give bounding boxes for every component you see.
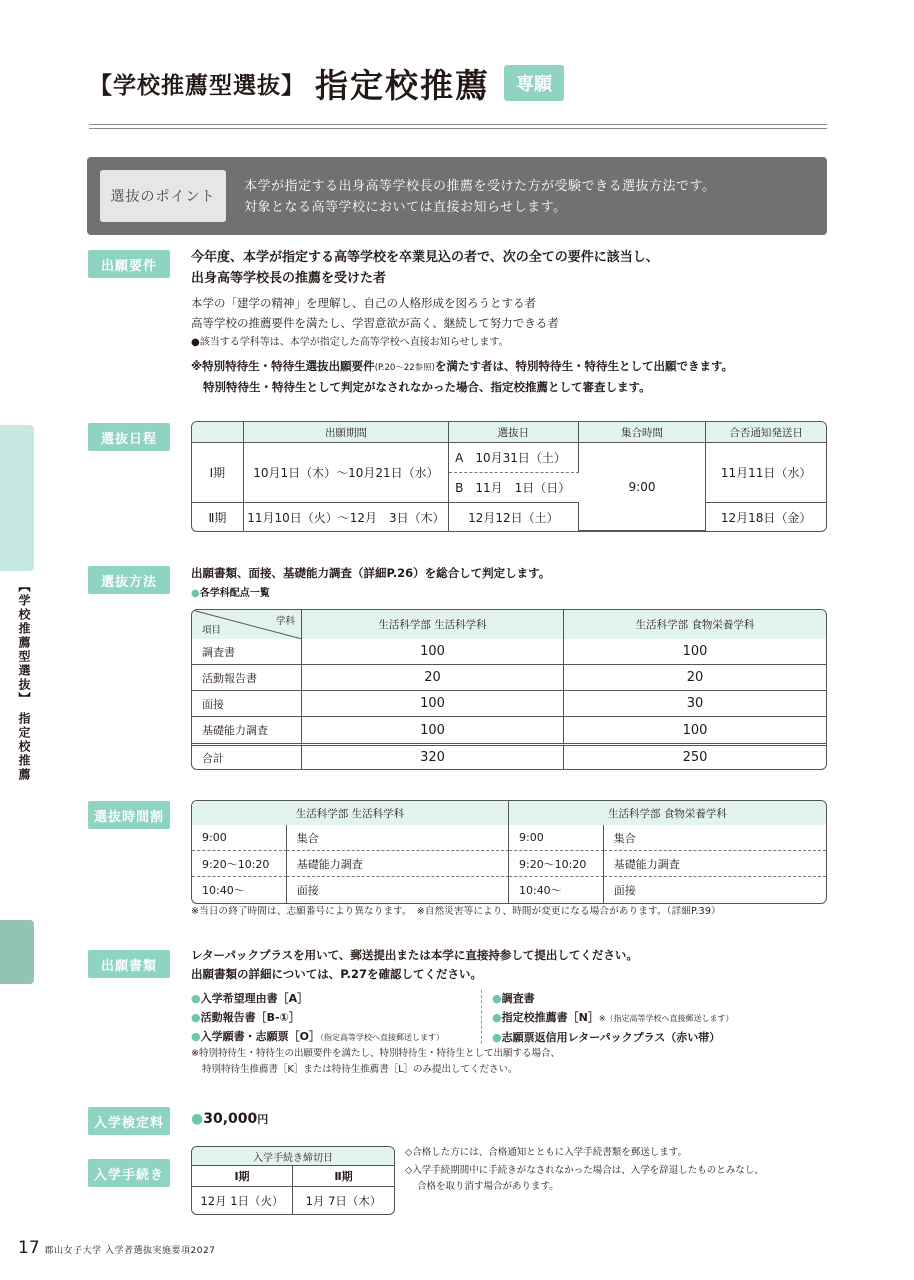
event-cell: 基礎能力調査: [287, 851, 509, 877]
score-value: 100: [302, 717, 564, 743]
table-header: 選抜日: [449, 422, 579, 443]
table-row: [192, 691, 826, 717]
documents-intro: [191, 946, 638, 984]
section-label-timetable: 選抜時間割: [88, 801, 170, 829]
exam-date-cell: 12月12日（土）: [449, 503, 579, 531]
event-cell: 集合: [287, 825, 509, 851]
section-label-documents: 出願書類: [88, 950, 170, 978]
time-cell: 9:00: [192, 825, 287, 851]
title-main: 指定校推薦: [315, 65, 490, 105]
table-header: 集合時間: [579, 422, 707, 443]
special-note-ref: (P.20～22参照): [374, 363, 435, 373]
document-item: [191, 1027, 481, 1047]
score-item: 基礎能力調査: [192, 717, 302, 743]
method-description: 出願書類、面接、基礎能力調査（詳細P.26）を総合して判定します。: [191, 566, 551, 580]
documents-note: [191, 1046, 560, 1078]
score-value: 100: [302, 691, 564, 717]
corner-label-item: 項目: [202, 625, 222, 636]
score-value: 30: [564, 691, 826, 717]
table-header: 生活科学部 生活科学科: [192, 801, 509, 825]
table-row: [192, 825, 826, 851]
score-table-corner: [192, 610, 302, 639]
footer-text: 郡山女子大学 入学者選抜実施要項2027: [44, 1246, 216, 1256]
requirements-note-text: 該当する学科等は、本学が指定した高等学校へ直接お知らせします。: [199, 337, 509, 348]
application-period-cell: 11月10日（火）～12月 3日（木）: [244, 503, 449, 531]
time-cell: 9:00: [509, 825, 604, 851]
time-cell: 10:40～: [192, 877, 287, 903]
section-label-method: 選抜方法: [88, 566, 170, 594]
bullet-icon: ●: [492, 992, 502, 1005]
documents-divider: [481, 990, 482, 1044]
table-row: [192, 851, 826, 877]
score-value: 20: [302, 665, 564, 691]
side-tab: [0, 920, 34, 984]
section-label-schedule: 選抜日程: [88, 423, 170, 451]
bullet-icon: ●: [492, 1011, 502, 1024]
bullet-icon: ●: [191, 1111, 204, 1127]
notice-date-cell: 11月11日（水）: [706, 443, 826, 503]
page-title: [89, 62, 564, 104]
point-line: 対象となる高等学校においては直接お知らせします。: [244, 200, 567, 215]
document-note: ※（指定高等学校へ直接郵送します）: [598, 1014, 734, 1023]
document-item: [492, 1008, 827, 1028]
bullet-icon: ●: [191, 1030, 201, 1043]
section-label-procedure: 入学手続き: [88, 1159, 170, 1187]
document-name: 入学願書・志願票［O］: [200, 1030, 320, 1043]
table-row: [192, 877, 826, 903]
bullet-icon: ●: [191, 1011, 201, 1024]
requirements-heading: 今年度、本学が指定する高等学校を卒業見込の者で、次の全ての要件に該当し、: [191, 250, 659, 265]
time-cell: 10:40～: [509, 877, 604, 903]
table-header: 入学手続き締切日: [192, 1147, 394, 1166]
bullet-icon: ●: [191, 337, 200, 348]
total-label: 合計: [192, 743, 302, 769]
period-cell: Ⅰ期: [192, 443, 244, 503]
score-value: 100: [564, 639, 826, 665]
table-row: [192, 639, 826, 665]
document-item: [492, 989, 827, 1008]
document-note: （指定高等学校へ直接郵送します）: [319, 1033, 444, 1042]
fee-unit: 円: [257, 1113, 269, 1126]
gather-time-cell: 9:00: [579, 443, 707, 531]
event-cell: 集合: [604, 825, 826, 851]
documents-left-list: [191, 989, 481, 1047]
fee-value: 30,000: [203, 1111, 258, 1127]
documents-right-list: [492, 989, 827, 1047]
timetable-note: ※当日の終了時間は、志願番号により異なります。 ※自然災害等により、時間が変更になる場合があります。（詳細P.39）: [191, 906, 721, 917]
document-name: 指定校推薦書［N］: [501, 1011, 599, 1024]
schedule-table: [191, 421, 827, 532]
special-scholar-note-2: 特別特待生・特待生として判定がなされなかった場合、指定校推薦として審査します。: [203, 380, 651, 394]
document-name: 入学希望理由書［A］: [200, 992, 309, 1005]
special-note-post: を満たす者は、特別特待生・特待生として出願できます。: [434, 359, 734, 373]
score-value: 20: [564, 665, 826, 691]
method-subheading-text: 各学科配点一覧: [199, 588, 270, 599]
method-subheading: [191, 586, 270, 602]
side-index-text: 【学校推薦型選抜】 指定校推薦: [17, 580, 31, 783]
event-cell: 基礎能力調査: [604, 851, 826, 877]
documents-note-line: ※特別特待生・特待生の出願要件を満たし、特別特待生・特待生として出願する場合、: [191, 1048, 560, 1059]
time-cell: 9:20～10:20: [509, 851, 604, 877]
score-item: 活動報告書: [192, 665, 302, 691]
score-item: 調査書: [192, 639, 302, 665]
point-line: 本学が指定する出身高等学校長の推薦を受けた方が受験できる選抜方法です。: [244, 179, 716, 194]
requirement-item: 高等学校の推薦要件を満たし、学習意欲が高く、継続して努力できる者: [191, 316, 559, 330]
requirement-item: 本学の「建学の精神」を理解し、自己の人格形成を図ろうとする者: [191, 296, 536, 310]
procedure-note: ◇合格した方には、合格通知とともに入学手続書類を郵送します。: [405, 1147, 688, 1158]
procedure-table: [191, 1146, 395, 1215]
section-label-requirements: 出願要件: [88, 250, 170, 278]
exam-date-cell: A 10月31日（土）: [449, 443, 579, 473]
table-header: 出願期間: [244, 422, 449, 443]
table-header: 生活科学部 食物栄養学科: [509, 801, 826, 825]
application-period-cell: 10月1日（木）～10月21日（水）: [244, 443, 449, 503]
table-row: [192, 717, 826, 743]
event-cell: 面接: [287, 877, 509, 903]
bullet-icon: ●: [191, 588, 200, 599]
procedure-note: ◇入学手続期間中に手続きがなされなかった場合は、入学を辞退したものとみなし、: [405, 1165, 764, 1176]
documents-note-line: 特別特待生推薦書［K］または特待生推薦書［L］のみ提出してください。: [202, 1064, 518, 1075]
bullet-icon: ●: [191, 992, 201, 1005]
period-cell: Ⅱ期: [192, 503, 244, 531]
bullet-icon: ●: [492, 1031, 502, 1044]
notice-date-cell: 12月18日（金）: [720, 510, 812, 525]
total-value: 320: [302, 743, 564, 769]
score-value: 100: [302, 639, 564, 665]
corner-label-dept: 学科: [275, 616, 295, 627]
document-name: 活動報告書［B-①］: [200, 1011, 300, 1024]
document-name: 調査書: [501, 992, 535, 1005]
table-row: [192, 665, 826, 691]
event-cell: 面接: [613, 884, 636, 897]
special-scholar-note: [191, 357, 831, 378]
header-rule: [89, 128, 827, 129]
timetable-table: [191, 800, 827, 904]
document-item: [191, 1008, 481, 1027]
header-rule: [89, 124, 827, 125]
exclusive-badge: 専願: [504, 65, 564, 101]
procedure-period: Ⅰ期: [192, 1166, 293, 1187]
special-note-pre: ※特別特待生・特待生選抜出願要件: [191, 359, 375, 373]
score-item: 面接: [192, 691, 302, 717]
procedure-deadline: 1月 7日（木）: [305, 1193, 382, 1208]
score-table: [191, 609, 827, 770]
title-bracket: 【学校推薦型選抜】: [89, 72, 305, 99]
documents-line: レターパックプラスを用いて、郵送提出または本学に直接持参して提出してください。: [191, 948, 638, 962]
time-cell: 9:20～10:20: [192, 851, 287, 877]
requirements-block: [191, 247, 831, 397]
page-footer: [18, 1238, 215, 1258]
table-header: 合否通知発送日: [706, 422, 826, 443]
documents-line: 出願書類の詳細については、P.27を確認してください。: [191, 967, 482, 981]
requirements-heading: 出身高等学校長の推薦を受けた者: [191, 271, 387, 286]
procedure-notes: [405, 1145, 764, 1195]
total-value: 250: [564, 743, 826, 769]
selection-point-label: 選抜のポイント: [100, 170, 226, 222]
document-item: [492, 1028, 827, 1047]
table-header: 生活科学部 食物栄養学科: [564, 610, 826, 639]
exam-date-cell: B 11月 1日（日）: [449, 473, 579, 503]
procedure-period: Ⅱ期: [293, 1166, 394, 1187]
side-tab: [0, 425, 34, 571]
score-value: 100: [682, 722, 708, 738]
fee-amount: [191, 1109, 268, 1130]
section-label-fee: 入学検定料: [88, 1107, 170, 1135]
table-header: 生活科学部 生活科学科: [302, 610, 564, 639]
procedure-deadline: 12月 1日（火）: [192, 1187, 293, 1214]
document-item: [191, 989, 481, 1008]
selection-point-box: [87, 157, 827, 235]
document-name: 志願票返信用レターパックプラス（赤い帯）: [501, 1031, 721, 1044]
table-header: [192, 422, 244, 443]
selection-point-text: [244, 176, 715, 218]
procedure-note: 合格を取り消す場合があります。: [417, 1181, 559, 1192]
requirements-note: [191, 335, 831, 351]
page-number: 17: [18, 1238, 40, 1258]
